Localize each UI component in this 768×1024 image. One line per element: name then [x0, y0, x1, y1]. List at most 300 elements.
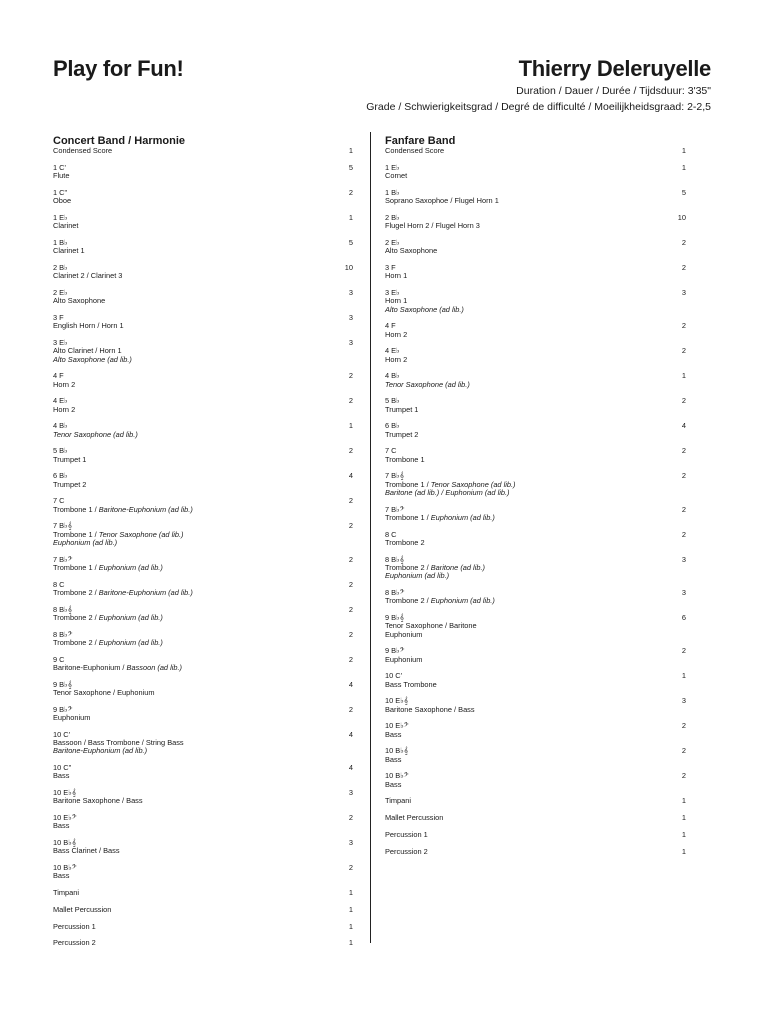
part-instrument: Trumpet 1 [53, 454, 87, 464]
part-label: 8 B♭𝄢 [385, 587, 405, 597]
part-label: 10 E♭𝄢 [53, 812, 77, 822]
part-label: 7 C [385, 446, 397, 456]
part-row [385, 697, 686, 722]
part-label: Condensed Score [385, 146, 445, 155]
part-label: 1 B♭ [53, 237, 68, 247]
part-count: 2 [348, 187, 353, 197]
fanfare-band-heading: Fanfare Band [385, 135, 456, 147]
part-label: 4 E♭ [53, 396, 68, 406]
part-instrument-line [385, 247, 686, 255]
part-label: 10 B♭𝄞 [53, 837, 77, 847]
part-instrument: Soprano Saxophoe / Flugel Horn 1 [385, 196, 499, 206]
part-instrument-line [53, 322, 353, 330]
part-instrument-line [53, 197, 353, 205]
part-count: 2 [348, 396, 353, 406]
part-instrument-adlib: Baritone (ad lib.) [430, 562, 485, 572]
part-count: 5 [348, 162, 353, 172]
part-label: 3 F [385, 262, 396, 272]
part-label: 8 B♭𝄞 [53, 604, 72, 614]
part-instrument-adlib: Euphonium (ad lib.) [98, 562, 163, 572]
part-instrument-line [385, 356, 686, 364]
part-instrument: Trombone 1 / [53, 529, 99, 539]
part-label: 3 F [53, 312, 64, 322]
part-instrument-extra: Alto Saxophone (ad lib.) [53, 354, 132, 364]
part-instrument: Horn 1 [385, 296, 408, 306]
concert-band-column [53, 135, 353, 956]
part-row [53, 339, 353, 372]
part-row [53, 497, 353, 522]
part-instrument-line [53, 639, 353, 647]
part-instrument-line [385, 406, 686, 414]
part-count: 2 [348, 446, 353, 456]
part-instrument-line [385, 381, 686, 389]
part-instrument: Alto Clarinet / Horn 1 [53, 346, 122, 356]
part-row [53, 839, 353, 864]
part-count: 3 [681, 554, 686, 564]
part-label: 4 E♭ [385, 346, 400, 356]
part-count: 3 [681, 287, 686, 297]
part-row [385, 647, 686, 672]
part-instrument-line [53, 431, 353, 439]
part-row [385, 589, 686, 614]
part-row [53, 681, 353, 706]
part-label: 2 E♭ [53, 287, 68, 297]
part-instrument: Euphonium [385, 654, 423, 664]
part-instrument-line [385, 539, 686, 547]
part-row [53, 164, 353, 189]
part-label: 2 B♭ [385, 212, 400, 222]
part-row [385, 848, 686, 865]
part-count: 1 [681, 671, 686, 681]
part-row [53, 923, 353, 940]
part-instrument-line [53, 564, 353, 572]
part-label: 4 F [53, 371, 64, 381]
part-label: 3 E♭ [385, 287, 400, 297]
part-count: 2 [681, 771, 686, 781]
part-instrument: Trombone 1 / [53, 562, 99, 572]
part-instrument-extra: Alto Saxophone (ad lib.) [385, 304, 464, 314]
part-row [385, 747, 686, 772]
part-count: 2 [681, 396, 686, 406]
part-instrument: Trombone 2 / [385, 562, 431, 572]
part-instrument: Clarinet [53, 221, 79, 231]
part-count: 1 [681, 796, 686, 806]
part-count: 4 [348, 729, 353, 739]
part-instrument-line [53, 714, 353, 722]
part-count: 3 [681, 696, 686, 706]
part-instrument-line [385, 431, 686, 439]
part-instrument-line [53, 222, 353, 230]
part-count: 2 [348, 579, 353, 589]
part-label: 9 B♭𝄞 [53, 679, 72, 689]
part-count: 2 [348, 704, 353, 714]
part-instrument: Trombone 2 / [53, 612, 99, 622]
concert-band-heading: Concert Band / Harmonie [53, 135, 186, 147]
fanfare-band-parts-list [385, 147, 686, 865]
part-count: 5 [348, 237, 353, 247]
part-count: 4 [681, 421, 686, 431]
part-label: 9 B♭𝄢 [385, 646, 405, 656]
part-label: 8 C [53, 579, 65, 589]
part-instrument: Horn 2 [53, 379, 76, 389]
part-row [53, 422, 353, 447]
part-instrument: Bass Clarinet / Bass [53, 846, 120, 856]
part-instrument: Trumpet 2 [385, 429, 419, 439]
part-row [385, 372, 686, 397]
part-count: 3 [681, 587, 686, 597]
part-label: Mallet Percussion [385, 813, 444, 823]
part-row [53, 656, 353, 681]
part-instrument-line [53, 247, 353, 255]
part-instrument: Horn 2 [385, 354, 408, 364]
part-count: 5 [681, 187, 686, 197]
part-instrument: Trumpet 2 [53, 479, 87, 489]
part-count: 1 [348, 146, 353, 155]
part-count: 1 [681, 813, 686, 823]
part-count: 2 [348, 812, 353, 822]
part-instrument-line [53, 406, 353, 414]
part-row [385, 614, 686, 647]
part-count: 4 [348, 471, 353, 481]
part-row [53, 289, 353, 314]
part-instrument-extra: Baritone (ad lib.) / Euphonium (ad lib.) [385, 488, 510, 497]
fanfare-band-column [385, 135, 686, 865]
part-row [53, 764, 353, 789]
part-instrument: Bass [385, 729, 402, 739]
part-label: 7 B♭𝄞 [53, 521, 72, 531]
part-count: 1 [681, 146, 686, 155]
part-row [53, 864, 353, 889]
part-count: 3 [348, 787, 353, 797]
part-row [53, 789, 353, 814]
part-label: 10 E♭𝄞 [385, 696, 409, 706]
part-count: 1 [681, 371, 686, 381]
part-instrument-line [53, 847, 353, 855]
part-instrument-line [53, 689, 353, 697]
part-row [385, 772, 686, 797]
part-instrument-line [385, 514, 686, 522]
part-label: 10 B♭𝄢 [53, 862, 77, 872]
part-instrument: Baritone Saxophone / Bass [53, 796, 143, 806]
part-row [53, 706, 353, 731]
part-row [53, 214, 353, 239]
part-count: 1 [681, 829, 686, 839]
part-instrument-line [53, 381, 353, 389]
part-label: 7 C [53, 496, 65, 506]
part-count: 2 [348, 654, 353, 664]
part-count: 2 [681, 471, 686, 481]
part-row [385, 722, 686, 747]
part-label: 1 B♭ [385, 187, 400, 197]
part-instrument-line [385, 656, 686, 664]
part-instrument: English Horn / Horn 1 [53, 321, 124, 331]
part-label: 10 B♭𝄢 [385, 771, 409, 781]
part-instrument-adlib: Baritone-Euphonium (ad lib.) [98, 504, 193, 514]
part-label: 2 B♭ [53, 262, 68, 272]
part-row [385, 264, 686, 289]
part-label: 7 B♭𝄢 [385, 504, 405, 514]
part-row [385, 556, 686, 589]
part-count: 2 [681, 646, 686, 656]
part-instrument: Tenor Saxophone (ad lib.) [53, 429, 138, 439]
part-label: 5 B♭ [53, 446, 68, 456]
part-count: 1 [348, 887, 353, 897]
grade-line: Grade / Schwierigkeitsgrad / Degré de difficulté / Moeilijkheidsgraad: 2-2,5 [366, 101, 711, 113]
part-count: 1 [348, 212, 353, 222]
part-instrument: Bass [385, 754, 402, 764]
part-row [53, 581, 353, 606]
part-label: 6 B♭ [53, 471, 68, 481]
part-label: 10 B♭𝄞 [385, 746, 409, 756]
part-instrument: Horn 1 [385, 271, 408, 281]
part-label: Timpani [53, 887, 80, 897]
part-label: 4 F [385, 321, 396, 331]
part-count: 2 [681, 321, 686, 331]
part-instrument-line [385, 331, 686, 339]
part-count: 2 [348, 554, 353, 564]
part-count: 1 [681, 162, 686, 172]
part-instrument: Baritone Saxophone / Bass [385, 704, 475, 714]
part-count: 2 [681, 721, 686, 731]
part-label: 9 B♭𝄞 [385, 612, 404, 622]
part-instrument-extra: Euphonium (ad lib.) [53, 538, 118, 547]
part-instrument-adlib: Bassoon (ad lib.) [126, 662, 183, 672]
part-label: 9 B♭𝄢 [53, 704, 73, 714]
part-row [385, 347, 686, 372]
part-label: 10 E♭𝄞 [53, 787, 77, 797]
part-count: 2 [348, 371, 353, 381]
part-row [53, 814, 353, 839]
part-instrument-line [53, 481, 353, 489]
part-instrument-adlib: Euphonium (ad lib.) [98, 612, 163, 622]
part-row [385, 147, 686, 164]
part-instrument: Trombone 2 / [53, 587, 99, 597]
part-row [53, 906, 353, 923]
part-row [385, 422, 686, 447]
part-instrument: Tenor Saxophone / Euphonium [53, 687, 155, 697]
part-row [53, 314, 353, 339]
part-instrument: Bass [385, 779, 402, 789]
part-instrument-extra: Baritone-Euphonium (ad lib.) [53, 746, 148, 756]
part-count: 2 [348, 604, 353, 614]
part-instrument: Trumpet 1 [385, 404, 419, 414]
part-instrument-adlib: Euphonium (ad lib.) [430, 596, 495, 606]
part-count: 3 [348, 312, 353, 322]
column-divider [370, 132, 371, 943]
part-row [53, 731, 353, 764]
part-instrument: Bass Trombone [385, 679, 437, 689]
part-row [385, 239, 686, 264]
part-row [53, 606, 353, 631]
part-instrument-adlib: Tenor Saxophone (ad lib.) [430, 479, 516, 489]
part-label: 10 E♭𝄢 [385, 721, 409, 731]
part-label: 6 B♭ [385, 421, 400, 431]
part-instrument-line [53, 822, 353, 830]
part-count: 2 [348, 496, 353, 506]
part-instrument-line [385, 756, 686, 764]
part-count: 4 [348, 762, 353, 772]
part-instrument: Flute [53, 171, 70, 181]
part-instrument: Horn 2 [53, 404, 76, 414]
part-label: 10 C" [53, 762, 72, 772]
part-instrument: Trombone 1 [385, 454, 425, 464]
part-row [53, 397, 353, 422]
part-instrument: Clarinet 1 [53, 246, 85, 256]
part-count: 2 [681, 346, 686, 356]
part-instrument: Clarinet 2 / Clarinet 3 [53, 271, 123, 281]
part-instrument-line [385, 731, 686, 739]
part-instrument-line [53, 664, 353, 672]
part-row [385, 189, 686, 214]
part-instrument-line [53, 797, 353, 805]
part-count: 1 [348, 938, 353, 948]
part-label: 4 B♭ [53, 421, 68, 431]
part-instrument-extra: Euphonium [385, 629, 423, 639]
part-instrument-line [385, 681, 686, 689]
part-instrument-extra: Euphonium (ad lib.) [385, 571, 450, 581]
part-count: 2 [348, 862, 353, 872]
part-label: 8 C [385, 529, 397, 539]
part-row [385, 797, 686, 814]
part-label: Percussion 2 [385, 846, 428, 856]
concert-band-parts-list [53, 147, 353, 956]
part-row [53, 147, 353, 164]
part-instrument: Baritone-Euphonium / [53, 662, 127, 672]
piece-title: Play for Fun! [53, 56, 184, 81]
part-instrument: Tenor Saxophone / Baritone [385, 621, 477, 631]
part-instrument-line [53, 456, 353, 464]
part-instrument: Flugel Horn 2 / Flugel Horn 3 [385, 221, 480, 231]
part-row [385, 531, 686, 556]
part-instrument: Trombone 2 [385, 537, 425, 547]
part-row [385, 322, 686, 347]
duration-line: Duration / Dauer / Durée / Tijdsduur: 3'35" [516, 85, 711, 97]
part-instrument-line [385, 781, 686, 789]
part-row [53, 889, 353, 906]
part-count: 10 [344, 262, 353, 272]
part-instrument-line [385, 622, 686, 630]
part-instrument: Cornet [385, 171, 408, 181]
part-instrument: Trombone 2 / [385, 596, 431, 606]
part-instrument: Trombone 1 / [385, 479, 431, 489]
part-count: 3 [348, 837, 353, 847]
part-instrument: Trombone 1 / [53, 504, 99, 514]
part-instrument: Horn 2 [385, 329, 408, 339]
part-label: 4 B♭ [385, 371, 400, 381]
part-instrument: Euphonium [53, 712, 91, 722]
part-count: 2 [681, 237, 686, 247]
part-row [53, 372, 353, 397]
part-count: 2 [348, 629, 353, 639]
part-row [53, 631, 353, 656]
part-row [385, 814, 686, 831]
part-count: 3 [348, 337, 353, 347]
part-label: 1 C" [53, 187, 68, 197]
part-label: 7 B♭𝄢 [53, 554, 73, 564]
part-label: 10 C' [385, 671, 403, 681]
part-label: Percussion 1 [385, 829, 428, 839]
part-label: 8 B♭𝄞 [385, 554, 404, 564]
composer-name: Thierry Deleruyelle [518, 56, 711, 81]
part-instrument-adlib: Baritone-Euphonium (ad lib.) [98, 587, 193, 597]
part-instrument-line [53, 297, 353, 305]
part-label: Condensed Score [53, 146, 113, 155]
part-row [385, 672, 686, 697]
part-row [53, 556, 353, 581]
part-instrument-line [385, 706, 686, 714]
part-instrument-line [53, 506, 353, 514]
part-count: 2 [681, 529, 686, 539]
part-instrument: Bass [53, 821, 70, 831]
part-instrument-line [385, 172, 686, 180]
part-instrument-adlib: Euphonium (ad lib.) [430, 512, 495, 522]
part-row [385, 289, 686, 322]
part-instrument-line [53, 772, 353, 780]
part-count: 2 [681, 746, 686, 756]
part-instrument-line [53, 272, 353, 280]
part-instrument: Oboe [53, 196, 72, 206]
part-row [385, 472, 686, 505]
part-row [385, 506, 686, 531]
part-instrument: Bassoon / Bass Trombone / String Bass [53, 737, 184, 747]
part-instrument-line [385, 597, 686, 605]
part-count: 1 [348, 421, 353, 431]
part-instrument: Tenor Saxophone (ad lib.) [385, 379, 470, 389]
part-label: 1 E♭ [53, 212, 68, 222]
part-instrument: Trombone 1 / [385, 512, 431, 522]
part-instrument-line [385, 197, 686, 205]
part-row [53, 939, 353, 956]
part-row [385, 397, 686, 422]
part-row [53, 472, 353, 497]
part-instrument-adlib: Tenor Saxophone (ad lib.) [98, 529, 184, 539]
part-count: 1 [348, 904, 353, 914]
part-instrument: Alto Saxophone [385, 246, 438, 256]
part-count: 1 [348, 921, 353, 931]
part-count: 10 [677, 212, 686, 222]
part-row [53, 447, 353, 472]
part-instrument-line [53, 614, 353, 622]
part-count: 2 [681, 262, 686, 272]
part-row [385, 447, 686, 472]
part-row [53, 264, 353, 289]
part-instrument: Bass [53, 771, 70, 781]
part-label: 10 C' [53, 729, 71, 739]
part-label: 3 E♭ [53, 337, 68, 347]
part-instrument: Alto Saxophone [53, 296, 106, 306]
part-label: 9 C [53, 654, 65, 664]
part-instrument-line [53, 172, 353, 180]
part-row [385, 164, 686, 189]
part-label: 1 E♭ [385, 162, 400, 172]
part-instrument-adlib: Euphonium (ad lib.) [98, 637, 163, 647]
part-count: 4 [348, 679, 353, 689]
part-instrument-line [53, 589, 353, 597]
part-label: 8 B♭𝄢 [53, 629, 73, 639]
part-instrument: Trombone 2 / [53, 637, 99, 647]
part-row [53, 189, 353, 214]
part-row [53, 239, 353, 264]
part-label: 2 E♭ [385, 237, 400, 247]
part-count: 2 [348, 521, 353, 531]
part-instrument-line [385, 272, 686, 280]
part-instrument-line [385, 222, 686, 230]
part-label: Percussion 1 [53, 921, 96, 931]
part-label: Mallet Percussion [53, 904, 112, 914]
part-instrument: Bass [53, 871, 70, 881]
part-row [385, 214, 686, 239]
part-row [53, 522, 353, 555]
